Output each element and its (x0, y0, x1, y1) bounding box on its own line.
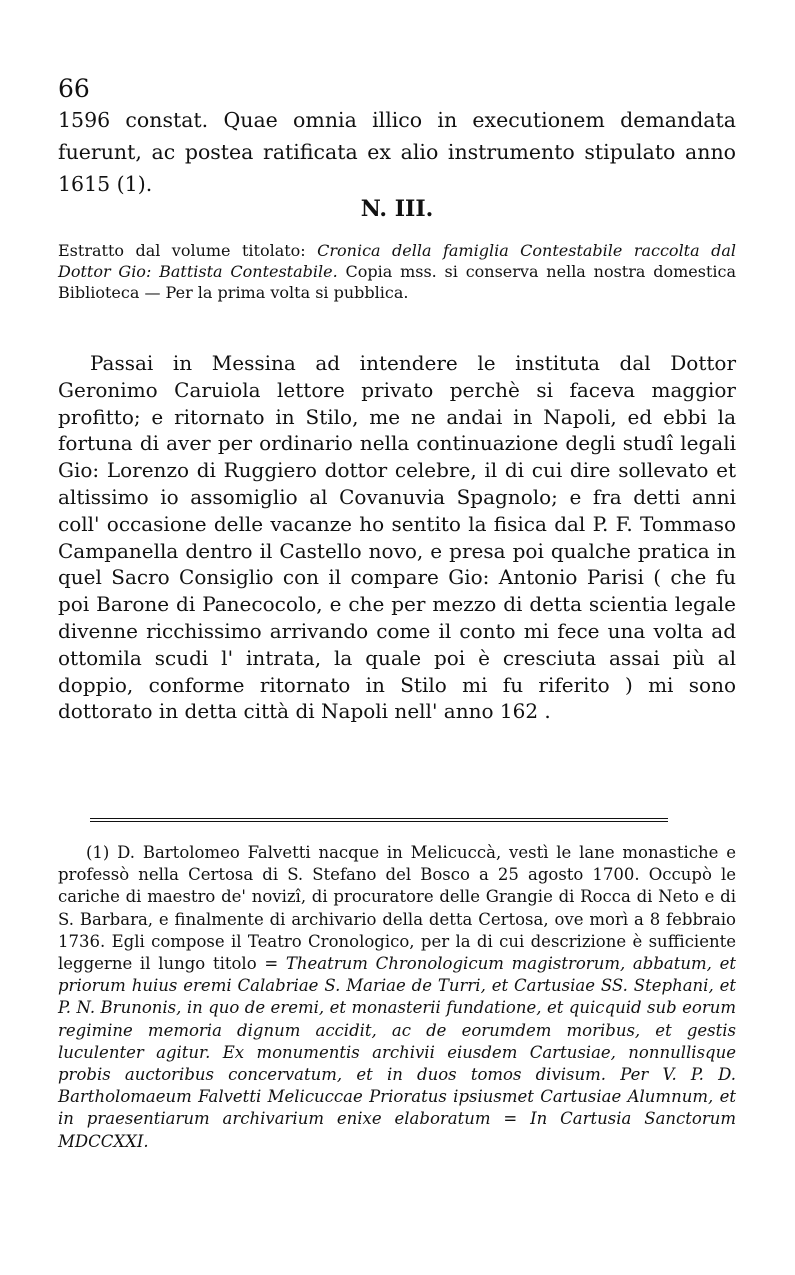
footnote-text: (1) D. Bartolomeo Falvetti nacque in Melicuccà, vestì le lane monastiche e professò nella Certosa di S. Stefano del Bosco a 25 agosto 1700. Occupò le cariche di maestro de' novizî, di procuratore delle Grangie di Rocca di Neto e di S. Barbara, e finalmente di archivario della detta Certosa, ove morì a 8 febbraio 1736. Egli compose il Teatro Cronologico, per la di cui descrizione è sufficiente leggerne il lungo titolo = (58, 843, 736, 974)
page-number: 66 (58, 74, 90, 103)
source-note (58, 240, 736, 303)
source-note-suffix: Copia mss. si conserva nella nostra domestica Biblioteca — Per la prima volta si pubblica. (58, 262, 736, 302)
footnote-latin-title: Theatrum Chronologicum magistrorum, abbatum, et priorum huius eremi Calabriae S. Mariae de Turri, et Cartusiae SS. Stephani, et P. N. Brunonis, in quo de eremi, et monasterii fundatione, et quicquid sub eorum regimine memoria dignum accidit, ac de eorumdem moribus, et gestis luculenter agitur. Ex monumentis archivii eiusdem Cartusiae, nonnullisque probis auctoribus concervatum, et in duos tomos divisum. Per V. P. D. Bartholomaeum Falvetti Melicuccae Prioratus ipsiusmet Cartusiae Alumnum, et in praesentiarum archivarium enixe elaboratum = In Cartusia Sanctorum MDCCXXI. (58, 954, 736, 1151)
section-heading: N. III. (360, 196, 434, 222)
footnote-divider (90, 818, 668, 822)
main-paragraph: Passai in Messina ad intendere le instituta dal Dottor Geronimo Caruiola lettore privato perchè si faceva maggior profitto; e ritornato in Stilo, me ne andai in Napoli, ed ebbi la fortuna di aver per ordinario nella continuazione degli studî legali Gio: Lorenzo di Ruggiero dottor celebre, il di cui dire sollevato et altissimo io assomiglio al Covanuvia Spagnolo; e fra detti anni coll' occasione delle vacanze ho sentito la fisica dal P. F. Tommaso Campanella dentro il Castello novo, e presa poi qualche pratica in quel Sacro Consiglio con il compare Gio: Antonio Parisi ( che fu poi Barone di Panecocolo, e che per mezzo di detta scientia legale divenne ricchissimo arrivando come il conto mi fece una volta ad ottomila scudi l' intrata, la quale poi è cresciuta assai più al doppio, conforme ritornato in Stilo mi fu riferito ) mi sono dottorato in detta città di Napoli nell' anno 162 . (58, 351, 736, 724)
opening-paragraph: 1596 constat. Quae omnia illico in executionem demandata fuerunt, ac postea ratificata ex alio instrumento stipulato anno 1615 (1). (58, 108, 736, 196)
source-note-title: Cronica della famiglia Contestabile raccolta dal Dottor Gio: Battista Contestabile. (58, 241, 736, 281)
source-note-prefix: Estratto dal volume titolato: (58, 241, 318, 260)
footnote (58, 842, 736, 1153)
